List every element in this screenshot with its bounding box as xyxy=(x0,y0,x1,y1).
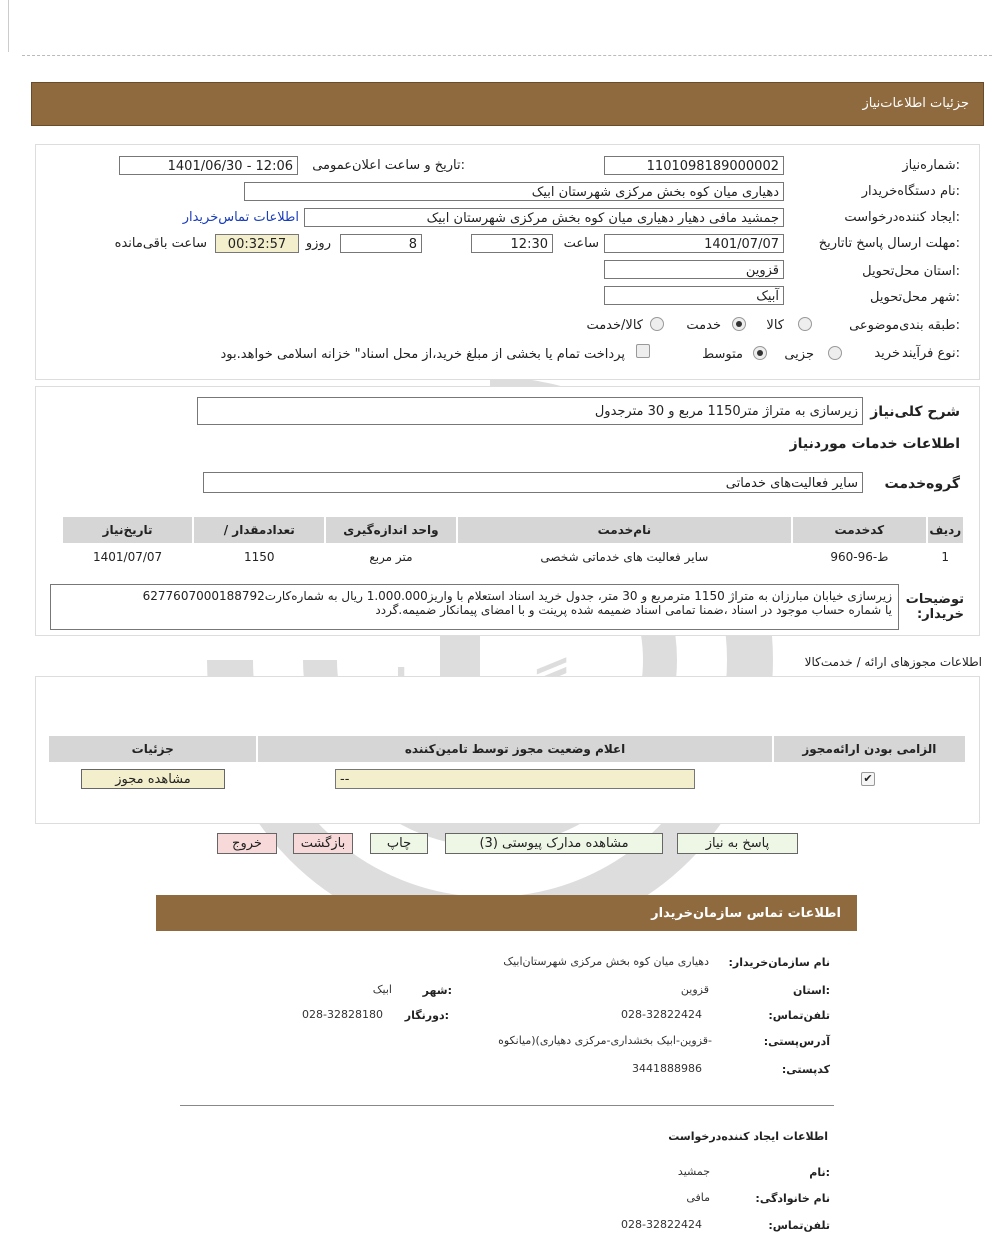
cell-quantity: 1150 xyxy=(244,550,275,564)
process-medium-label: متوسط xyxy=(702,347,743,362)
creator-label: ایجاد کننده‌درخواست: xyxy=(844,210,960,225)
province-field: قزوین xyxy=(604,260,784,279)
buyer-notes-box xyxy=(50,584,899,630)
category-service-label: خدمت xyxy=(686,318,721,333)
service-group-field: سایر فعالیت‌های خدماتی xyxy=(203,472,863,493)
cell-row: 1 xyxy=(941,550,950,564)
process-buy-label: خرید xyxy=(874,346,900,361)
permit-required-checkbox: ✔ xyxy=(861,772,875,786)
process-partial-radio[interactable] xyxy=(828,346,842,360)
need-number-label: شماره‌نیاز: xyxy=(902,158,960,173)
name-value: جمشید xyxy=(677,1165,710,1178)
process-label: نوع فرآیند: xyxy=(902,346,960,361)
announce-field: 1401/06/30 - 12:06 xyxy=(119,156,298,175)
buyer-notes-line1: زیرسازی خیابان مبارزان به متراژ 1150 مترمربع و 30 متر، جدول خرید اسناد استعلام با واریز1.000.000 ریال به شماره‌کارت6277607000188792 xyxy=(142,589,892,603)
cell-service-name: سایر فعالیت های خدماتی شخصی xyxy=(540,550,709,564)
back-button[interactable]: بازگشت xyxy=(293,833,353,854)
city-c-value: ابیک xyxy=(372,983,392,996)
fax-label: :دورنگار xyxy=(404,1009,449,1022)
need-info-panel xyxy=(35,144,980,380)
permits-title: اطلاعات مجوزهای ارائه / خدمت‌کالا xyxy=(804,655,982,669)
permit-status-field: -- xyxy=(335,769,695,789)
fax-value: 028-32828180 xyxy=(302,1008,383,1021)
postal-value: 3441888986 xyxy=(632,1062,702,1075)
city-label: شهر محل‌تحویل: xyxy=(870,290,960,305)
col-unit: واحد اندازه‌گیری xyxy=(326,517,455,543)
reply-to-need-button[interactable]: پاسخ به نیاز xyxy=(677,833,798,854)
announce-label: تاریخ و ساعت اعلان‌عمومی: xyxy=(312,158,465,173)
days-field: 8 xyxy=(340,234,422,253)
creator-info-title: اطلاعات ایجاد کننده‌درخواست xyxy=(668,1130,828,1143)
category-goods-radio[interactable] xyxy=(798,317,812,331)
city-field: آبیک xyxy=(604,286,784,305)
countdown-timer: 00:32:57 xyxy=(215,234,299,253)
summary-label: شرح کلی‌نیاز xyxy=(870,404,960,420)
days-label: روز‌و xyxy=(305,236,331,251)
category-both-label: کالا/خدمت xyxy=(586,318,643,333)
buyer-label: نام دستگاه‌خریدار: xyxy=(861,184,960,199)
org-value: دهیاری میان کوه بخش مرکزی شهرستان‌ابیک xyxy=(503,955,709,968)
col-row: ردیف xyxy=(928,517,964,543)
cell-need-date: 1401/07/07 xyxy=(93,550,163,564)
col-service-code: کدخدمت xyxy=(793,517,925,543)
name-label: :نام xyxy=(809,1166,830,1179)
contact-header xyxy=(156,895,857,931)
phone-label: تلفن‌تماس: xyxy=(768,1009,830,1022)
cell-unit: متر مربع xyxy=(369,550,413,564)
buyer-notes-label: توضیحات خریدار: xyxy=(905,592,964,622)
phone-value: 028-32822424 xyxy=(621,1008,702,1021)
summary-field: زیرسازی به متراژ متر1150 مربع و 30 مترجدول xyxy=(197,397,863,425)
col-quantity: تعداد‌مقدار / xyxy=(194,517,324,543)
service-group-label: گروه‌خدمت xyxy=(884,476,960,492)
page-title: جزئیات اطلاعات‌نیاز xyxy=(862,96,969,111)
category-both-radio[interactable] xyxy=(650,317,664,331)
deadline-date-field: 1401/07/07 xyxy=(604,234,784,253)
address-value: -قزوین-ابیک بخشداری-مرکزی دهیاری)(میانکوه xyxy=(498,1034,712,1047)
process-medium-radio[interactable] xyxy=(753,346,767,360)
col-need-date: تاریخ‌نیاز xyxy=(63,517,192,543)
family-value: مافی xyxy=(686,1191,710,1204)
creator-field: جمشید مافی دهیار دهیاری میان کوه بخش مرکزی شهرستان ابیک xyxy=(304,208,784,227)
col-permit-required: الزامی بودن ارائه‌مجوز xyxy=(774,736,965,762)
creator-phone-label: تلفن‌تماس: xyxy=(768,1219,830,1232)
treasury-payment-text: پرداخت تمام یا بخشی از مبلغ خرید،از محل اسناد" خزانه اسلامی خواهد.بود xyxy=(220,347,625,362)
postal-label: کد‌پستی: xyxy=(781,1063,830,1076)
view-attachments-button[interactable]: مشاهده مدارک پیوستی (3) xyxy=(445,833,663,854)
left-divider xyxy=(8,0,9,52)
deadline-label: مهلت ارسال پاسخ تا‌تاریخ: xyxy=(818,236,960,251)
process-partial-label: جزیی xyxy=(784,347,814,362)
top-divider xyxy=(22,55,992,56)
province-label: استان محل‌تحویل: xyxy=(862,264,960,279)
city-c-label: :شهر xyxy=(422,984,452,997)
province-c-value: قزوین xyxy=(680,983,709,996)
deadline-time-label: ساعت xyxy=(563,236,599,251)
cell-service-code: ط-96-960 xyxy=(830,550,889,564)
print-button[interactable]: چاپ xyxy=(370,833,428,854)
treasury-payment-checkbox[interactable] xyxy=(636,344,650,358)
family-label: نام خانوادگی: xyxy=(755,1192,830,1205)
org-label: نام سازمان‌خریدار: xyxy=(728,956,830,969)
buyer-contact-link[interactable]: اطلاعات تماس‌خریدار xyxy=(182,210,299,225)
category-label: طبقه بندی‌موضوعی: xyxy=(849,318,960,333)
creator-phone-value: 028-32822424 xyxy=(621,1218,702,1231)
view-permit-button[interactable]: مشاهده مجوز xyxy=(81,769,225,789)
exit-button[interactable]: خروج xyxy=(217,833,277,854)
buyer-notes-line2: یا شماره حساب موجود در اسناد ،ضمنا تمامی اسناد ضمیمه شده پرینت و با امضای پیمانکار ضمیمه.گردد xyxy=(375,603,892,617)
address-label: آدرس‌پستی: xyxy=(763,1035,830,1048)
contact-title: اطلاعات تماس سازمان‌خریدار xyxy=(651,906,841,921)
page-header xyxy=(31,82,984,126)
deadline-time-field: 12:30 xyxy=(471,234,553,253)
buyer-field: دهیاری میان کوه بخش مرکزی شهرستان ابیک xyxy=(244,182,784,201)
province-c-label: :استان xyxy=(793,984,830,997)
col-permit-details: جزئیات xyxy=(49,736,256,762)
services-section-title: اطلاعات خدمات موردنیاز xyxy=(789,436,960,452)
need-number-field: 1101098189000002 xyxy=(604,156,784,175)
col-service-name: نام‌خدمت xyxy=(458,517,792,543)
contact-divider xyxy=(180,1105,834,1106)
category-service-radio[interactable] xyxy=(732,317,746,331)
items-table xyxy=(61,515,965,571)
category-goods-label: کالا xyxy=(766,318,784,333)
remaining-label: ساعت باقی‌مانده xyxy=(114,236,207,251)
col-permit-status: اعلام وضعیت مجوز توسط تامین‌کننده xyxy=(258,736,771,762)
table-row xyxy=(63,545,963,569)
